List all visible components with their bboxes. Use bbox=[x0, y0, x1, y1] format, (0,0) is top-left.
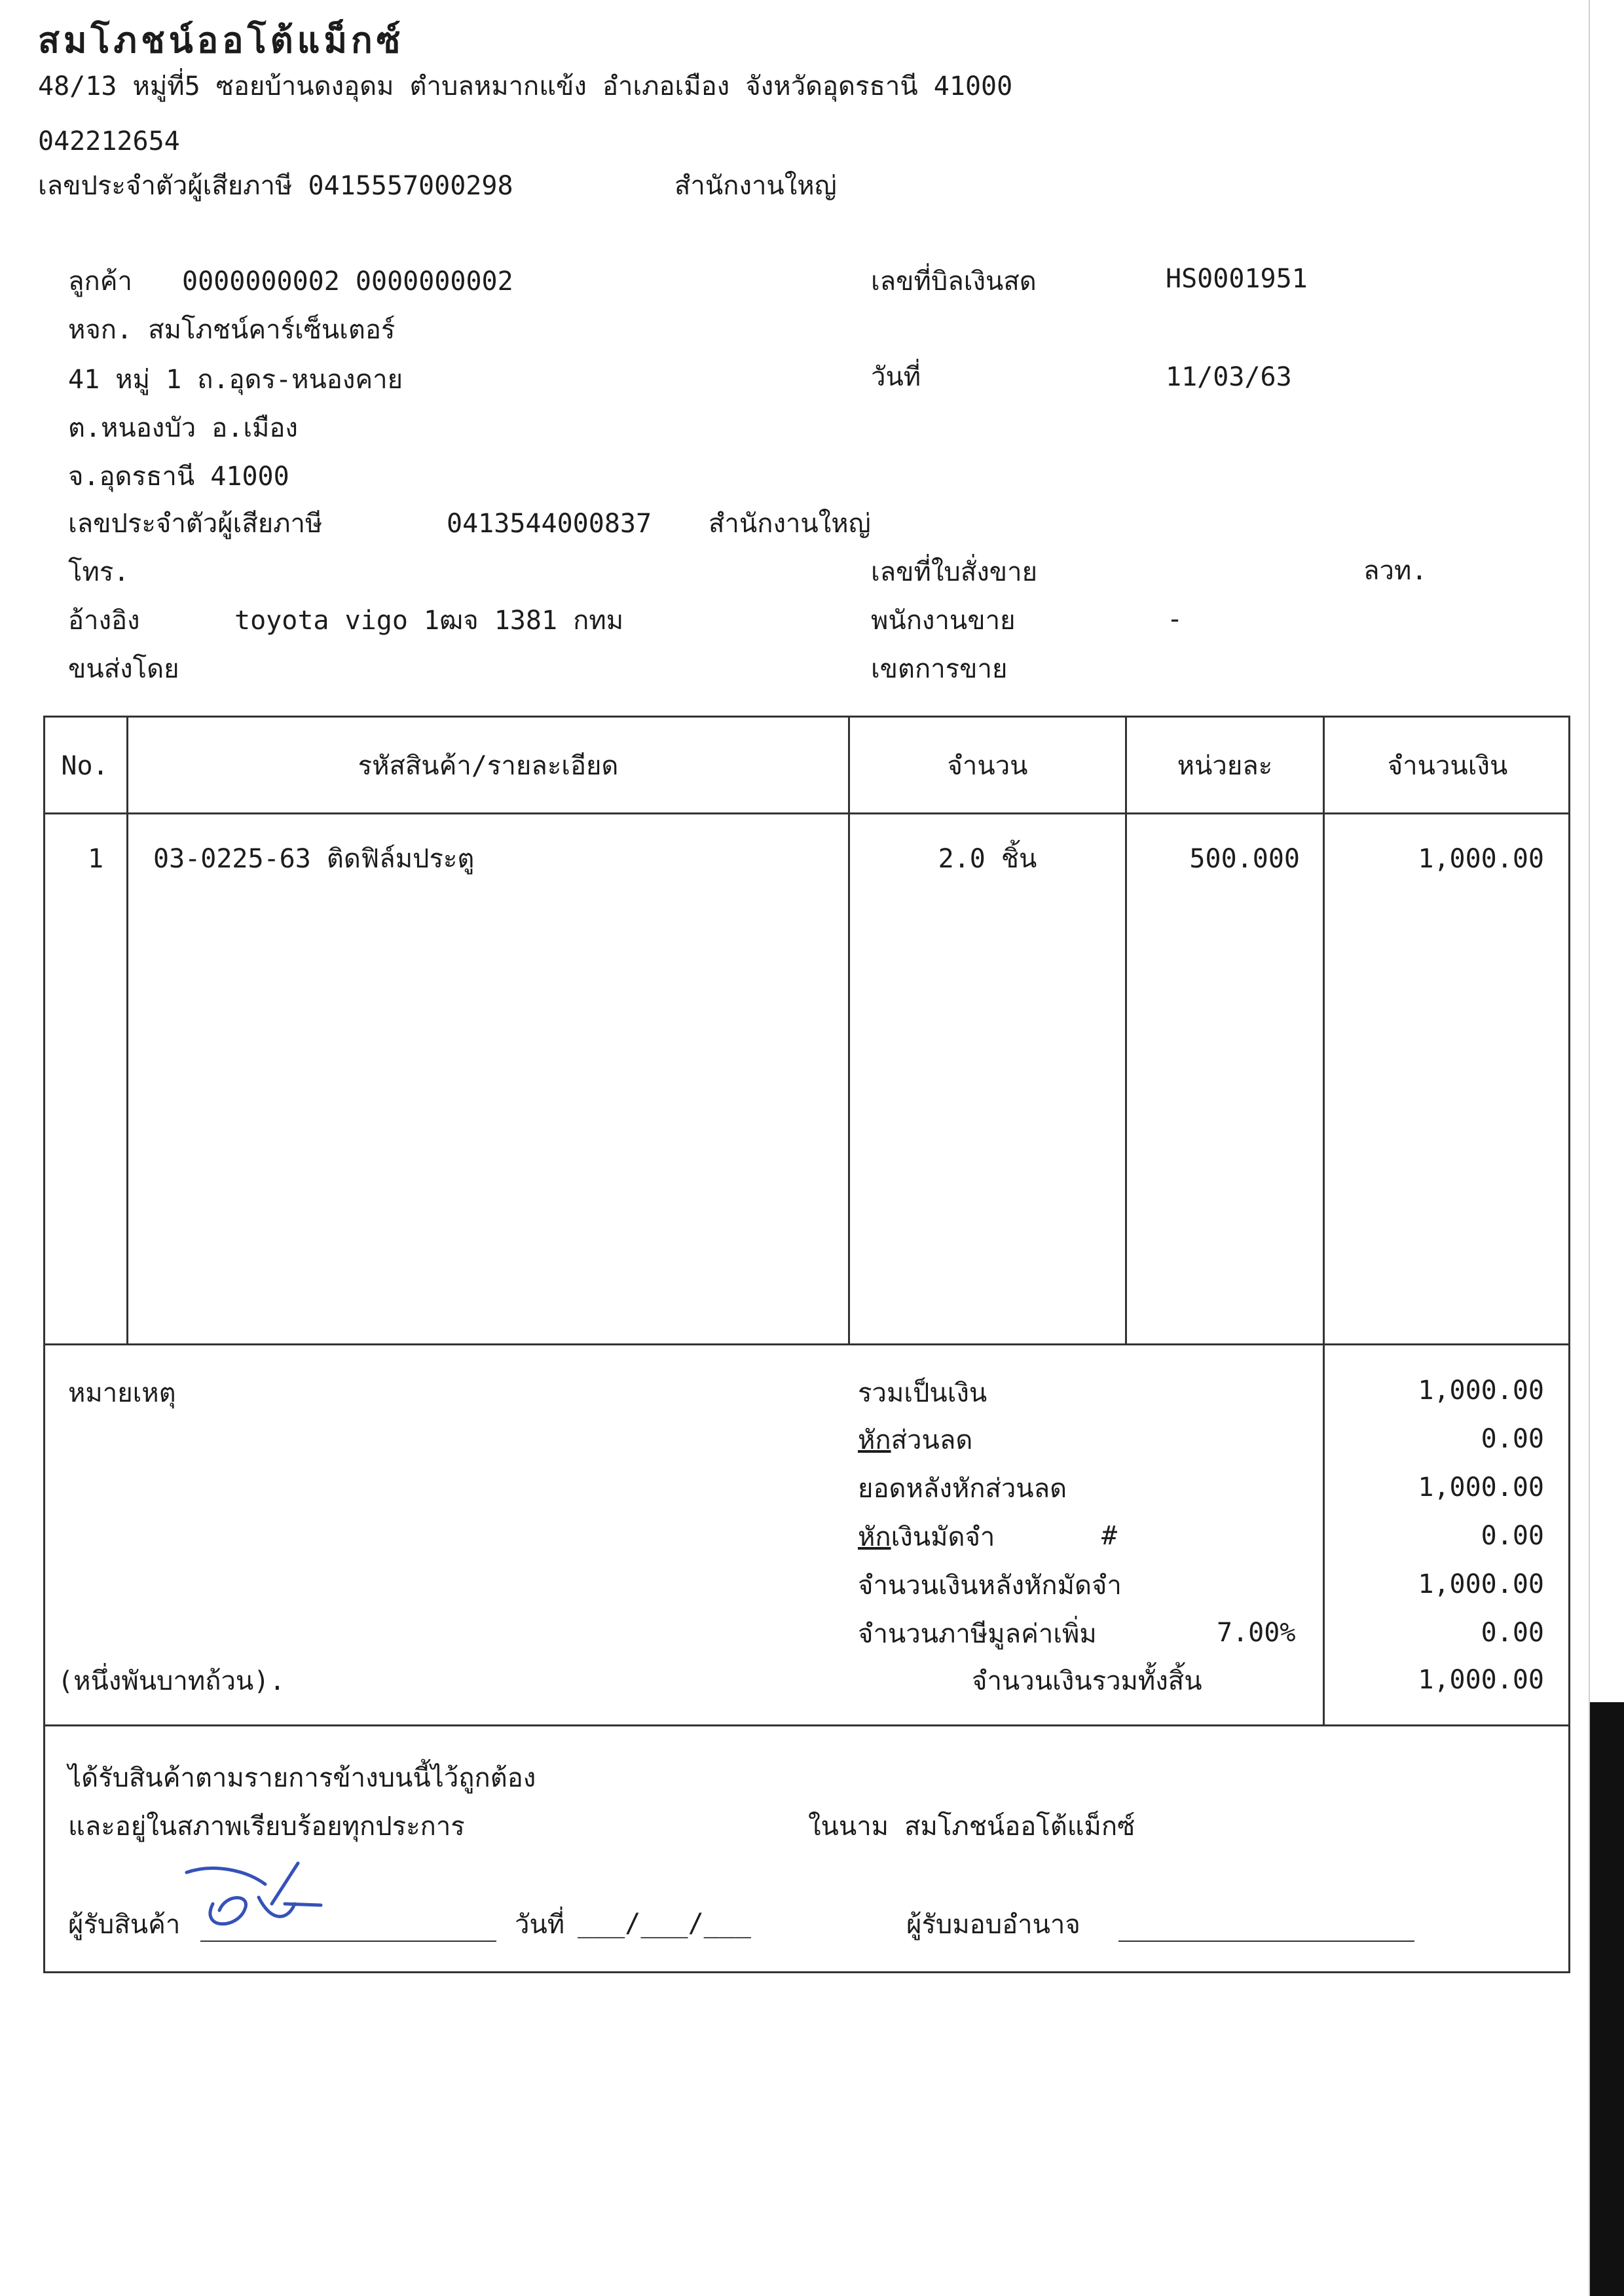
customer-address-1: 41 หมู่ 1 ถ.อุดร-หนองคาย bbox=[68, 365, 403, 395]
header-divider bbox=[43, 812, 1570, 814]
header-no: No. bbox=[61, 751, 109, 781]
receiver-signature bbox=[174, 1858, 331, 1937]
salesperson-value: - bbox=[1167, 604, 1183, 634]
authorized-label: ผู้รับมอบอำนาจ bbox=[906, 1910, 1080, 1940]
vat-rate: 7.00% bbox=[1217, 1618, 1296, 1648]
reference-value: toyota vigo 1ฒจ 1381 กทม bbox=[234, 606, 624, 636]
after-deposit-value: 1,000.00 bbox=[1418, 1569, 1544, 1599]
bill-number: HS0001951 bbox=[1166, 264, 1308, 294]
grand-total-value: 1,000.00 bbox=[1418, 1665, 1544, 1695]
sales-order-label: เลขที่ใบสั่งขาย bbox=[871, 557, 1038, 587]
scan-edge-dark bbox=[1590, 1702, 1624, 2296]
subtotal-value: 1,000.00 bbox=[1418, 1376, 1544, 1406]
deposit-label-rest: เงินมัดจำ bbox=[891, 1522, 995, 1552]
company-tax-id: เลขประจำตัวผู้เสียภาษี 0415557000298 bbox=[38, 171, 513, 201]
reference-label: อ้างอิง bbox=[68, 606, 140, 636]
customer-address-3: จ.อุดรธานี 41000 bbox=[68, 462, 289, 492]
deposit-prefix: หัก bbox=[858, 1522, 891, 1552]
customer-phone-label: โทร. bbox=[68, 557, 130, 587]
col-divider bbox=[126, 716, 128, 1344]
customer-branch: สำนักงานใหญ่ bbox=[709, 509, 871, 539]
discount-value: 0.00 bbox=[1481, 1424, 1544, 1454]
row-description: 03-0225-63 ติดฟิล์มประตู bbox=[153, 844, 475, 874]
vat-label: จำนวนภาษีมูลค่าเพิ่ม bbox=[858, 1619, 1097, 1649]
customer-address-2: ต.หนองบัว อ.เมือง bbox=[68, 413, 298, 443]
bill-number-label: เลขที่บิลเงินสด bbox=[871, 266, 1037, 297]
sales-order-value: ลวท. bbox=[1363, 556, 1428, 586]
after-discount-label: ยอดหลังหักส่วนลด bbox=[858, 1474, 1067, 1504]
received-line-2: และอยู่ในสภาพเรียบร้อยทุกประการ bbox=[68, 1812, 465, 1842]
header-quantity: จำนวน bbox=[947, 751, 1028, 781]
vat-value: 0.00 bbox=[1481, 1618, 1544, 1648]
customer-tax-label: เลขประจำตัวผู้เสียภาษี bbox=[68, 509, 323, 539]
customer-label: ลูกค้า bbox=[68, 266, 132, 297]
header-unit-price: หน่วยละ bbox=[1177, 751, 1273, 781]
receiver-signature-line bbox=[200, 1941, 496, 1942]
discount-label-rest: ส่วนลด bbox=[891, 1425, 973, 1455]
deposit-mark: # bbox=[1101, 1521, 1118, 1551]
shipping-label: ขนส่งโดย bbox=[68, 654, 179, 684]
company-name: สมโภชน์ออโต้แม็กซ์ bbox=[38, 19, 405, 61]
on-behalf-of: ในนาม สมโภชน์ออโต้แม็กซ์ bbox=[808, 1812, 1135, 1842]
customer-tax-id: 0413544000837 bbox=[447, 509, 652, 539]
col-divider bbox=[848, 716, 850, 1344]
company-address: 48/13 หมู่ที่5 ซอยบ้านดงอุดม ตำบลหมากแข้ง อำเภอเมือง จังหวัดอุดรธานี 41000 bbox=[38, 71, 1013, 101]
received-line-1: ได้รับสินค้าตามรายการข้างบนนี้ไว้ถูกต้อง bbox=[68, 1763, 536, 1793]
receive-date-label: วันที่ bbox=[515, 1910, 565, 1940]
discount-label bbox=[858, 1427, 972, 1453]
col-divider bbox=[1125, 716, 1127, 1344]
deposit-label bbox=[858, 1524, 995, 1550]
deposit-value: 0.00 bbox=[1481, 1521, 1544, 1551]
row-quantity: 2.0 ชิ้น bbox=[938, 844, 1037, 874]
amount-in-words: (หนึ่งพันบาทถ้วน). bbox=[58, 1666, 286, 1696]
bill-date-label: วันที่ bbox=[871, 362, 921, 392]
header-amount: จำนวนเงิน bbox=[1387, 751, 1508, 781]
discount-prefix: หัก bbox=[858, 1425, 891, 1455]
remark-label: หมายเหตุ bbox=[68, 1378, 176, 1408]
items-bottom-divider bbox=[43, 1343, 1570, 1345]
row-amount: 1,000.00 bbox=[1418, 844, 1544, 874]
row-no: 1 bbox=[87, 844, 104, 874]
bill-date: 11/03/63 bbox=[1166, 362, 1292, 392]
customer-code: 0000000002 0000000002 bbox=[182, 266, 513, 297]
company-branch: สำนักงานใหญ่ bbox=[674, 171, 837, 201]
after-deposit-label: จำนวนเงินหลังหักมัดจำ bbox=[858, 1571, 1122, 1601]
authorized-signature-line bbox=[1118, 1941, 1414, 1942]
receive-date-blank: ___/___/___ bbox=[578, 1908, 751, 1939]
grand-total-label: จำนวนเงินรวมทั้งสิ้น bbox=[972, 1666, 1202, 1696]
after-discount-value: 1,000.00 bbox=[1418, 1472, 1544, 1503]
receiver-label: ผู้รับสินค้า bbox=[68, 1910, 181, 1940]
row-unit-price: 500.000 bbox=[1189, 844, 1300, 874]
sales-area-label: เขตการขาย bbox=[871, 654, 1008, 684]
subtotal-label: รวมเป็นเงิน bbox=[858, 1378, 987, 1408]
customer-name: หจก. สมโภชน์คาร์เซ็นเตอร์ bbox=[68, 315, 396, 345]
header-description: รหัสสินค้า/รายละเอียด bbox=[358, 751, 619, 781]
salesperson-label: พนักงานขาย bbox=[871, 606, 1016, 636]
company-phone: 042212654 bbox=[38, 126, 180, 156]
